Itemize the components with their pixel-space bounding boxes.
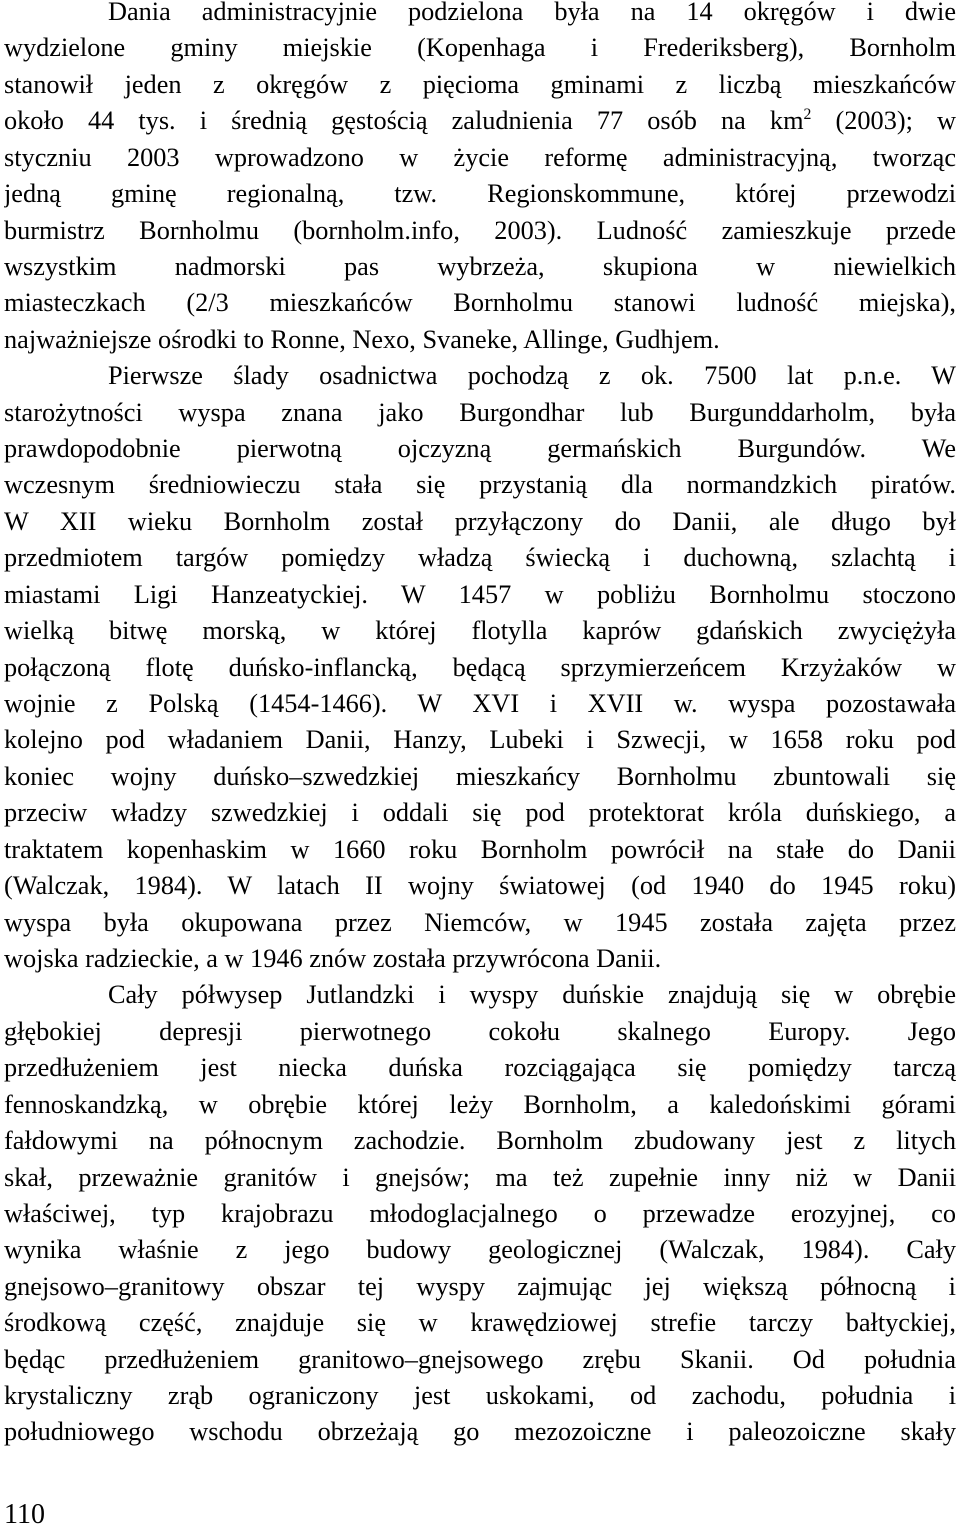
text-line: przeciw władzy szwedzkiej i oddali się pod protektorat króla duńskiego, a: [4, 798, 956, 828]
text-line: będąc przedłużeniem granitowo–gnejsowego zrębu Skanii. Od południa: [4, 1344, 956, 1374]
text-line: południowego wschodu obrzeżają go mezozoiczne i paleozoiczne skały: [4, 1417, 956, 1447]
text-line: wojnie z Polską (1454-1466). W XVI i XVII w. wyspa pozostawała: [4, 689, 956, 719]
text-line: wszystkim nadmorski pas wybrzeża, skupiona w niewielkich: [4, 251, 956, 281]
text-line: właściwej, typ krajobrazu młodoglacjalnego o przewadze erozyjnej, co: [4, 1198, 956, 1228]
text-line: około 44 tys. i średnią gęstością zaludnienia 77 osób na $km^2$ (2003); w: [4, 106, 956, 136]
text-line: W XII wieku Bornholm został przyłączony do Danii, ale długo był: [4, 506, 956, 536]
text-line: Pierwsze ślady osadnictwa pochodzą z ok. 7500 lat p.n.e. W: [108, 361, 956, 391]
text-line: wczesnym średniowieczu stała się przystanią dla normandzkich piratów.: [4, 470, 956, 500]
text-line: wyspa była okupowana przez Niemców, w 1945 została zajęta przez: [4, 907, 956, 937]
text-line: gnejsowo–granitowy obszar tej wyspy zajmując jej większą północną i: [4, 1271, 956, 1301]
text-line: jedną gminę regionalną, tzw. Regionskommune, której przewodzi: [4, 179, 956, 209]
text-line: stanowił jeden z okręgów z pięcioma gminami z liczbą mieszkańców: [4, 69, 956, 99]
text-line: środkową część, znajduje się w krawędziowej strefie tarczy bałtyckiej,: [4, 1308, 956, 1338]
text-line: burmistrz Bornholmu (bornholm.info, 2003). Ludność zamieszkuje przede: [4, 215, 956, 245]
text-line: krystaliczny zrąb ograniczony jest uskokami, od zachodu, południa i: [4, 1381, 956, 1411]
text-line: wydzielone gminy miejskie (Kopenhaga i Frederiksberg), Bornholm: [4, 33, 956, 63]
text-line: prawdopodobnie pierwotną ojczyzną germańskich Burgundów. We: [4, 434, 956, 464]
text-line: styczniu 2003 wprowadzono w życie reformę administracyjną, tworząc: [4, 142, 956, 172]
superscript: 2: [803, 106, 812, 124]
text-line: połączoną flotę duńsko-inflancką, będącą sprzymierzeńcem Krzyżaków w: [4, 652, 956, 682]
text-line: Cały półwysep Jutlandzki i wyspy duńskie znajdują się w obrębie: [108, 980, 956, 1010]
text-line: Dania administracyjnie podzielona była na 14 okręgów i dwie: [108, 0, 956, 26]
text-line: koniec wojny duńsko–szwedzkiej mieszkańcy Bornholmu zbuntowali się: [4, 761, 956, 791]
text-line: najważniejsze ośrodki to Ronne, Nexo, Svaneke, Allinge, Gudhjem.: [4, 324, 720, 354]
text-line: (Walczak, 1984). W latach II wojny światowej (od 1940 do 1945 roku): [4, 871, 956, 901]
body-text: [4, 0, 956, 1451]
text-line: przedmiotem targów pomiędzy władzą świecką i duchowną, szlachtą i: [4, 543, 956, 573]
text-line: wojska radzieckie, a w 1946 znów została przywrócona Danii.: [4, 943, 662, 973]
text-line: fałdowymi na północnym zachodzie. Bornholm zbudowany jest z litych: [4, 1126, 956, 1156]
text-line: miastami Ligi Hanzeatyckiej. W 1457 w pobliżu Bornholmu stoczono: [4, 579, 956, 609]
text-line: przedłużeniem jest niecka duńska rozciągająca się pomiędzy tarczą: [4, 1053, 956, 1083]
text-line: wynika właśnie z jego budowy geologicznej (Walczak, 1984). Cały: [4, 1235, 956, 1265]
text-line: wielką bitwę morską, w której flotylla kaprów gdańskich zwyciężyła: [4, 616, 956, 646]
text-line: starożytności wyspa znana jako Burgondhar lub Burgunddarholm, była: [4, 397, 956, 427]
text-line: głębokiej depresji pierwotnego cokołu skalnego Europy. Jego: [4, 1016, 956, 1046]
text-line: traktatem kopenhaskim w 1660 roku Bornholm powrócił na stałe do Danii: [4, 834, 956, 864]
text-line: kolejno pod władaniem Danii, Hanzy, Lubeki i Szwecji, w 1658 roku pod: [4, 725, 956, 755]
page-number: 110: [4, 1499, 45, 1530]
text-line: fennoskandzką, w obrębie której leży Bornholm, a kaledońskimi górami: [4, 1089, 956, 1119]
text-line: miasteczkach (2/3 mieszkańców Bornholmu stanowi ludność miejska),: [4, 288, 956, 318]
text-line: skał, przeważnie granitów i gnejsów; ma też zupełnie inny niż w Danii: [4, 1162, 956, 1192]
